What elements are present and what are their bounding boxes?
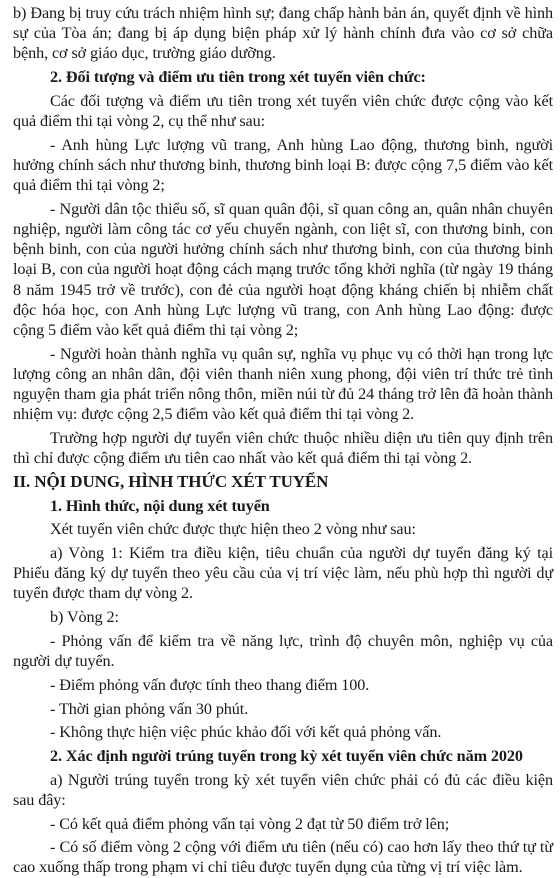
body-paragraph: - Anh hùng Lực lượng vũ trang, Anh hùng Lao động, thương binh, người hưởng chính sách như thương binh, thương binh loại B: được cộng 7,5 điểm vào kết quả điểm thi tại vòng 2; <box>13 135 553 195</box>
body-paragraph: Trường hợp người dự tuyển viên chức thuộc nhiều diện ưu tiên quy định trên thì chỉ được cộng điểm ưu tiên cao nhất vào kết quả điểm thi tại vòng 2. <box>13 429 553 468</box>
body-paragraph: a) Vòng 1: Kiểm tra điều kiện, tiêu chuẩn của người dự tuyển đăng ký tại Phiếu đăng ký dự tuyển theo yêu cầu của vị trí việc làm, nếu phù hợp thì người dự tuyển được tham dự vòng 2. <box>13 544 553 603</box>
section-heading: 2. Đối tượng và điểm ưu tiên trong xét tuyển viên chức: <box>50 68 426 87</box>
body-paragraph: b) Vòng 2: <box>50 608 119 627</box>
body-paragraph: - Phỏng vấn để kiểm tra về năng lực, trình độ chuyên môn, nghiệp vụ của người dự tuyển. <box>13 631 553 671</box>
section-heading: II. NỘI DUNG, HÌNH THỨC XÉT TUYỂN <box>13 471 329 491</box>
body-paragraph: - Không thực hiện việc phúc khảo đối với kết quả phỏng vấn. <box>50 723 442 742</box>
section-heading: 2. Xác định người trúng tuyển trong kỳ xét tuyển viên chức năm 2020 <box>50 746 523 765</box>
body-paragraph: a) Người trúng tuyển trong kỳ xét tuyển viên chức phải có đủ các điều kiện sau đây: <box>13 770 553 809</box>
body-paragraph: b) Đang bị truy cứu trách nhiệm hình sự; đang chấp hành bản án, quyết định về hình sự của Tòa án; đang bị áp dụng biện pháp xử lý hành chính đưa vào cơ sở chữa bệnh, cơ sở giáo dục, trường giáo dưỡng. <box>13 4 553 63</box>
body-paragraph: - Có kết quả điểm phỏng vấn tại vòng 2 đạt từ 50 điểm trở lên; <box>50 814 450 833</box>
body-paragraph: - Thời gian phỏng vấn 30 phút. <box>50 699 249 718</box>
body-paragraph: - Người dân tộc thiểu số, sĩ quan quân đội, sĩ quan công an, quân nhân chuyên nghiệp, người làm công tác cơ yếu chuyển ngành, con liệt sĩ, con thương binh, con bệnh binh, con của người hưởng chính sách như thương binh, con của thương binh loại B, con của người hoạt động cách mạng trước tổng khởi nghĩa (từ ngày 19 tháng 8 năm 1945 trở về trước), con đẻ của người hoạt động kháng chiến bị nhiễm chất độc hóa học, con Anh hùng Lực lượng vũ trang, con Anh hùng Lao động: được cộng 5 điểm vào kết quả điểm thi tại vòng 2; <box>13 199 553 340</box>
body-paragraph: - Điểm phỏng vấn được tính theo thang điểm 100. <box>50 675 370 694</box>
body-paragraph: Các đối tượng và điểm ưu tiên trong xét tuyển viên chức được cộng vào kết quả điểm thi tại vòng 2, cụ thể như sau: <box>13 91 553 131</box>
body-paragraph: Xét tuyển viên chức được thực hiện theo 2 vòng như sau: <box>50 520 416 539</box>
body-paragraph: - Người hoàn thành nghĩa vụ quân sự, nghĩa vụ phục vụ có thời hạn trong lực lượng công an nhân dân, đội viên thanh niên xung phong, đội viên trí thức trẻ tình nguyện tham gia phát triển nông thôn, miền núi từ đủ 24 tháng trở lên đã hoàn thành nhiệm vụ: được cộng 2,5 điểm vào kết quả điểm thi tại vòng 2. <box>13 344 553 424</box>
body-paragraph: - Có số điểm vòng 2 cộng với điểm ưu tiên (nếu có) cao hơn lấy theo thứ tự từ cao xuống thấp trong phạm vi chỉ tiêu được tuyển dụng của từng vị trí việc làm. <box>13 838 553 877</box>
section-heading: 1. Hình thức, nội dung xét tuyển <box>50 496 270 515</box>
